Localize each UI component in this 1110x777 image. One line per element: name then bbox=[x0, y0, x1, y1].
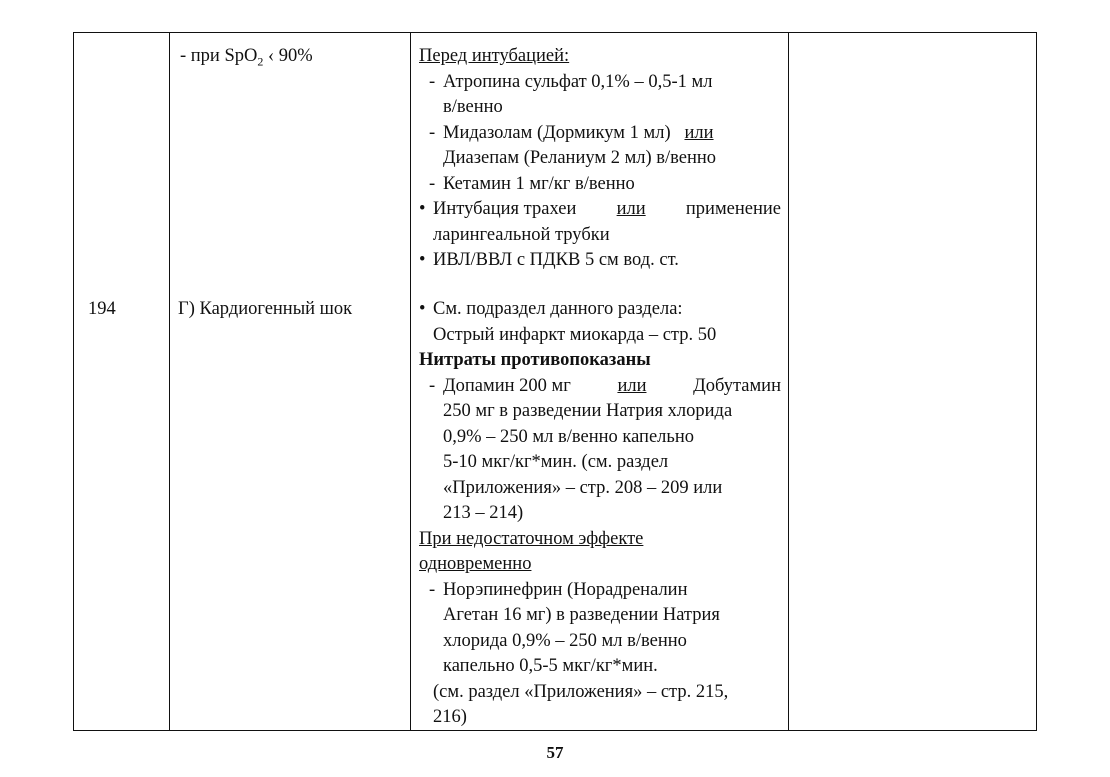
dopamine-line-2: 250 мг в разведении Натрия хлорида bbox=[443, 401, 733, 421]
column-treatment bbox=[411, 33, 789, 730]
treatment-table bbox=[73, 32, 1037, 731]
pre-intubation-block bbox=[419, 44, 781, 274]
ketamine-line: - Кетамин 1 мг/кг в/венно bbox=[429, 173, 635, 194]
norepinephrine-line-4: капельно 0,5-5 мкг/кг*мин. bbox=[443, 656, 658, 676]
intubation-line: • Интубация трахеи или применение bbox=[419, 199, 781, 219]
see-subsection-line: • См. подраздел данного раздела: bbox=[419, 299, 683, 319]
atropine-line: - Атропина сульфат 0,1% – 0,5-1 мл bbox=[429, 71, 713, 92]
pre-intubation-heading: Перед интубацией: bbox=[419, 46, 570, 66]
condition-spo2: - при SpO$_2$ ‹ 90% bbox=[180, 46, 313, 69]
norepinephrine-line-3: хлорида 0,9% – 250 мл в/венно bbox=[443, 630, 687, 651]
norepinephrine-line-2: Агетан 16 мг) в разведении Натрия bbox=[443, 605, 720, 625]
see-appendix-line: (см. раздел «Приложения» – стр. 215, bbox=[433, 681, 729, 702]
dopamine-line-3: 0,9% – 250 мл в/венно капельно bbox=[443, 426, 694, 447]
intubation-line-2: ларингеальной трубки bbox=[433, 224, 610, 245]
page-number: 57 bbox=[546, 743, 564, 762]
dopamine-line-6: 213 – 214) bbox=[443, 503, 524, 523]
cardiogenic-shock-block bbox=[419, 297, 781, 731]
see-subsection-line-2: Острый инфаркт миокарда – стр. 50 bbox=[433, 324, 717, 345]
insufficient-effect-heading-2: одновременно bbox=[419, 554, 532, 574]
atropine-line-2: в/венно bbox=[443, 97, 503, 117]
insufficient-effect-heading: При недостаточном эффекте bbox=[419, 528, 644, 549]
midazolam-line: - Мидазолам (Дормикум 1 мл) или bbox=[429, 122, 714, 143]
dopamine-line-5: «Приложения» – стр. 208 – 209 или bbox=[443, 477, 723, 498]
column-notes bbox=[789, 33, 1036, 730]
condition-cardiogenic-shock: Г) Кардиогенный шок bbox=[178, 299, 353, 319]
norepinephrine-line: - Норэпинефрин (Норадреналин bbox=[429, 579, 688, 600]
dopamine-line: - Допамин 200 мг или Добутамин bbox=[429, 375, 781, 396]
column-condition bbox=[170, 33, 411, 730]
diazepam-line: Диазепам (Реланиум 2 мл) в/венно bbox=[443, 148, 717, 168]
dopamine-line-4: 5-10 мкг/кг*мин. (см. раздел bbox=[443, 452, 669, 472]
nitrates-warning: Нитраты противопоказаны bbox=[419, 350, 651, 370]
ventilation-line: • ИВЛ/ВВЛ с ПДКВ 5 см вод. ст. bbox=[419, 250, 679, 270]
row-number: 194 bbox=[88, 299, 116, 319]
column-number bbox=[74, 33, 170, 730]
see-appendix-line-2: 216) bbox=[433, 707, 467, 727]
